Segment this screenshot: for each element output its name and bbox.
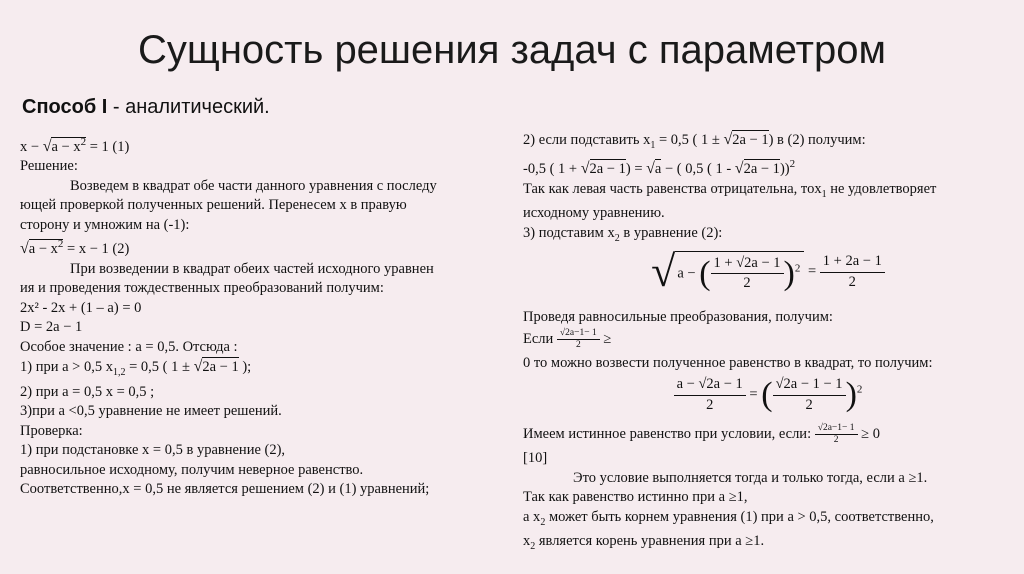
citation: [10] [523, 450, 548, 466]
right-line-4: исходному уравнению. [523, 205, 665, 222]
left-column [20, 133, 500, 500]
case-1: 1) при a > 0,5 $x_{1,2} = 0,5$ ( 1 ± √2a − 1 ); [20, 358, 252, 379]
right-line-12: Так как равенство истинно при a ≥1, [523, 489, 748, 505]
right-line-13: a $x_2$ может быть корнем уравнения (1) при a > 0,5, соответственно, [523, 508, 934, 528]
right-line-11: Это условие выполняется тогда и только тогда, если a ≥1. [573, 469, 928, 486]
paragraph-line: ия и проведения тождественных преобразований получим: [20, 280, 384, 297]
check-line: равносильное исходному, получим неверное равенство. [20, 461, 364, 478]
right-line-5: 3) подставим $x_2$ в уравнение (2): [523, 224, 723, 244]
method-heading [22, 96, 270, 119]
equation-1: $x - √a - x^2 = 1$ (1) [20, 136, 130, 155]
right-line-7: Если $\frac{√2a-1- 1}{2}$ ≥ [523, 327, 612, 350]
case-3: 3)при a <0,5 уравнение не имеет решений. [20, 403, 282, 420]
equation-2: $√a - x^2 = x - 1$ (2) [20, 238, 130, 258]
paragraph-line: ющей проверкой полученных решений. Перенесем x в правую [20, 197, 407, 214]
special-value: Особое значение : a = 0,5. Отсюда : [20, 338, 238, 355]
method-rest: - аналитический. [107, 96, 270, 118]
formula-1: √ a − ( $\frac{1 + √2a - 1}{2}$ )$^2$ = $\frac{1 + 2a - 1}{2}$ [523, 250, 1013, 308]
check-line: Соответственно,x = 0,5 не является решением (2) и (1) уравнений; [20, 481, 430, 498]
right-line-3: Так как левая часть равенства отрицательна, тоx$_1$ не удовлетворяет [523, 180, 937, 200]
radical-sign: √ [20, 240, 29, 258]
equation-4: D = 2a − 1 [20, 319, 83, 336]
paragraph-line: При возведении в квадрат обеих частей исходного уравнен [70, 260, 434, 277]
right-line-6: Проведя равносильные преобразования, получим: [523, 309, 833, 325]
check-label: Проверка: [20, 422, 83, 439]
right-line-8: 0 то можно возвести полученное равенство в квадрат, то получим: [523, 354, 933, 371]
method-label: Способ I [22, 96, 108, 118]
check-line: 1) при подстановке x = 0,5 в уравнение (2), [20, 442, 286, 459]
radical-sign: √ [651, 247, 676, 296]
solution-label: Решение: [20, 158, 78, 175]
slide-title: Сущность решения задач с параметром [138, 28, 886, 72]
right-column [523, 130, 1013, 556]
equation-3: 2x² - 2x + (1 – a) = 0 [20, 299, 142, 316]
case-2: 2) при a = 0,5 x = 0,5 ; [20, 383, 155, 400]
paragraph-line: сторону и умножим на (-1): [20, 216, 190, 233]
right-line-9: Имеем истинное равенство при условии, если: $\frac{√2a-1- 1}{2}$ ≥ 0 [523, 423, 880, 445]
paragraph-line: Возведем в квадрат обе части данного уравнения с последу [70, 177, 437, 194]
radical-sign: √ [42, 137, 52, 155]
right-line-1: 2) если подставить $x_1 = 0,5$ ( 1 ± √2a − 1) в (2) получим: [523, 131, 866, 151]
right-line-14: $x_2$ является корень уравнения при a ≥1. [523, 532, 765, 552]
right-line-2: -0,5 ( 1 + √2a − 1) = √a − ( 0,5 ( 1 - √2a − 1))$^2$ [523, 158, 796, 178]
formula-2: $\frac{a - √2a - 1}{2}$ = ( $\frac{√2a - 1 - 1}{2}$ )$^2$ [523, 375, 1013, 423]
